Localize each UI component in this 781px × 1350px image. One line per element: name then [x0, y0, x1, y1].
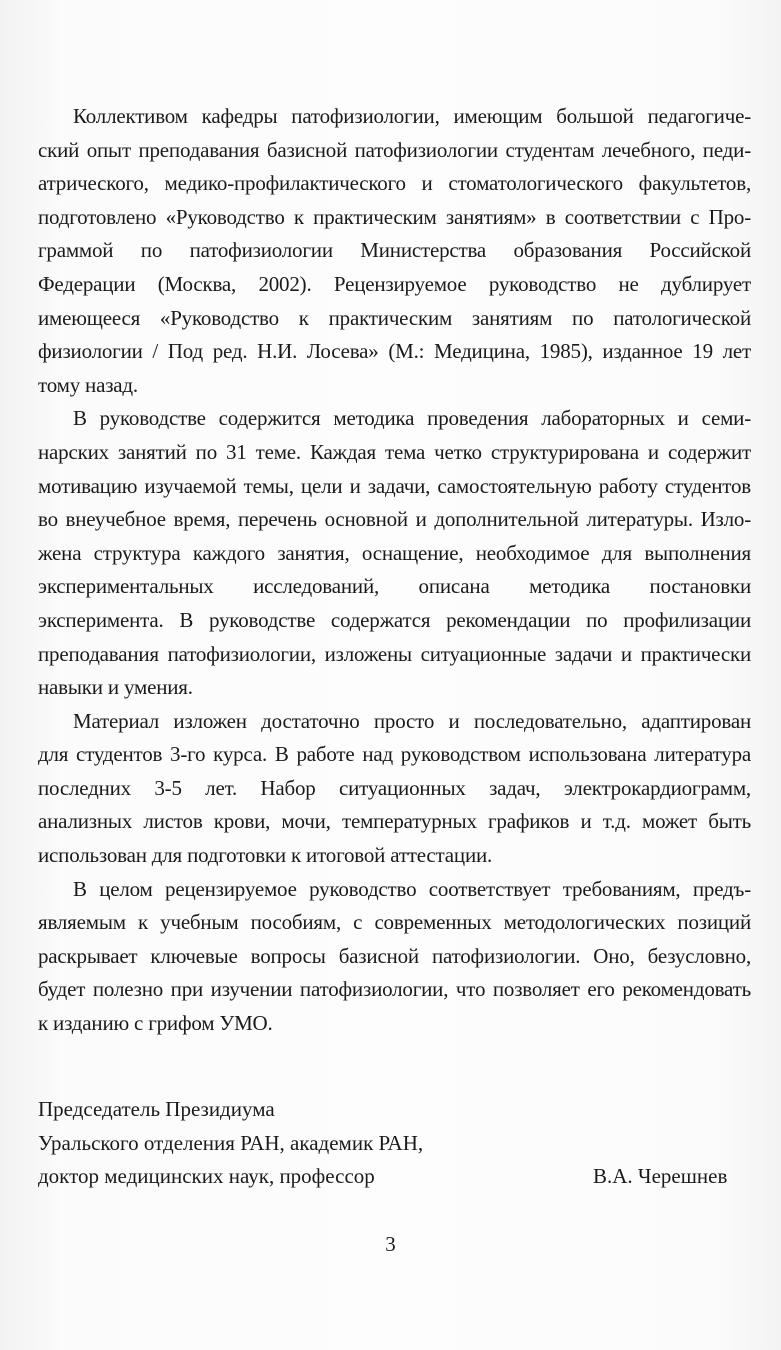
signature-name: В.А. Черешнев	[593, 1164, 728, 1189]
text-line: Материал изложен достаточно просто и последовательно, адаптирован	[73, 708, 751, 733]
text-line: во внеучебное время, перечень основной и дополнительной литературы. Изло-	[38, 507, 751, 532]
text-line: тому назад.	[38, 372, 138, 397]
text-line: к изданию с грифом УМО.	[38, 1011, 273, 1036]
text-line: имеющееся «Руководство к практическим занятиям по патологической	[38, 305, 751, 330]
text-line: раскрывает ключевые вопросы базисной патофизиологии. Оно, безусловно,	[38, 943, 751, 968]
text-line: граммой по патофизиологии Министерства образования Российской	[38, 238, 751, 263]
text-line: подготовлено «Руководство к практическим занятиям» в соответствии с Про-	[38, 204, 751, 229]
paragraph-4	[38, 873, 751, 1041]
text-line: экспериментальных исследований, описана методика постановки	[38, 574, 751, 599]
text-line: ский опыт преподавания базисной патофизиологии студентам лечебного, педи-	[38, 137, 751, 162]
signature-title: Председатель Президиума	[38, 1097, 275, 1121]
text-line: эксперимента. В руководстве содержатся рекомендации по профилизации	[38, 607, 751, 632]
text-line: Федерации (Москва, 2002). Рецензируемое руководство не дублирует	[38, 271, 751, 296]
review-text	[38, 100, 751, 1041]
text-line: жена структура каждого занятия, оснащение, необходимое для выполнения	[38, 540, 751, 565]
paragraph-3	[38, 705, 751, 873]
text-line: последних 3-5 лет. Набор ситуационных задач, электрокардиограмм,	[38, 775, 751, 800]
text-line: преподавания патофизиологии, изложены ситуационные задачи и практически	[38, 641, 751, 666]
signature-block	[38, 1093, 751, 1194]
page-number: 3	[385, 1232, 396, 1256]
text-line: Коллективом кафедры патофизиологии, имеющим большой педагогиче-	[73, 104, 751, 128]
text-line: являемым к учебным пособиям, с современных методологических позиций	[38, 910, 751, 935]
text-line: анализных листов крови, мочи, температурных графиков и т.д. может быть	[38, 809, 751, 834]
text-line: будет полезно при изучении патофизиологии, что позволяет его рекомендовать	[38, 977, 751, 1002]
text-line: нарских занятий по 31 теме. Каждая тема четко структурирована и содержит	[38, 439, 751, 464]
text-line: для студентов 3-го курса. В работе над руководством использована литература	[38, 742, 751, 767]
text-line: В целом рецензируемое руководство соответствует требованиям, предъ-	[73, 876, 751, 901]
text-line: использован для подготовки к итоговой аттестации.	[38, 843, 493, 868]
signature-affiliation: Уральского отделения РАН, академик РАН,	[38, 1130, 424, 1155]
paragraph-2	[38, 402, 751, 704]
signature-degree-row	[38, 1160, 751, 1194]
text-line: физиологии / Под ред. Н.И. Лосева» (М.: Медицина, 1985), изданное 19 лет	[38, 339, 751, 364]
text-line: навыки и умения.	[38, 675, 193, 700]
text-line: атрического, медико-профилактического и стоматологического факультетов,	[38, 171, 751, 196]
text-line: В руководстве содержится методика проведения лабораторных и семи-	[73, 406, 751, 431]
signature-degree: доктор медицинских наук, профессор	[38, 1164, 375, 1189]
text-line: мотивацию изучаемой темы, цели и задачи, самостоятельную работу студентов	[38, 473, 751, 498]
paragraph-1	[38, 100, 751, 402]
